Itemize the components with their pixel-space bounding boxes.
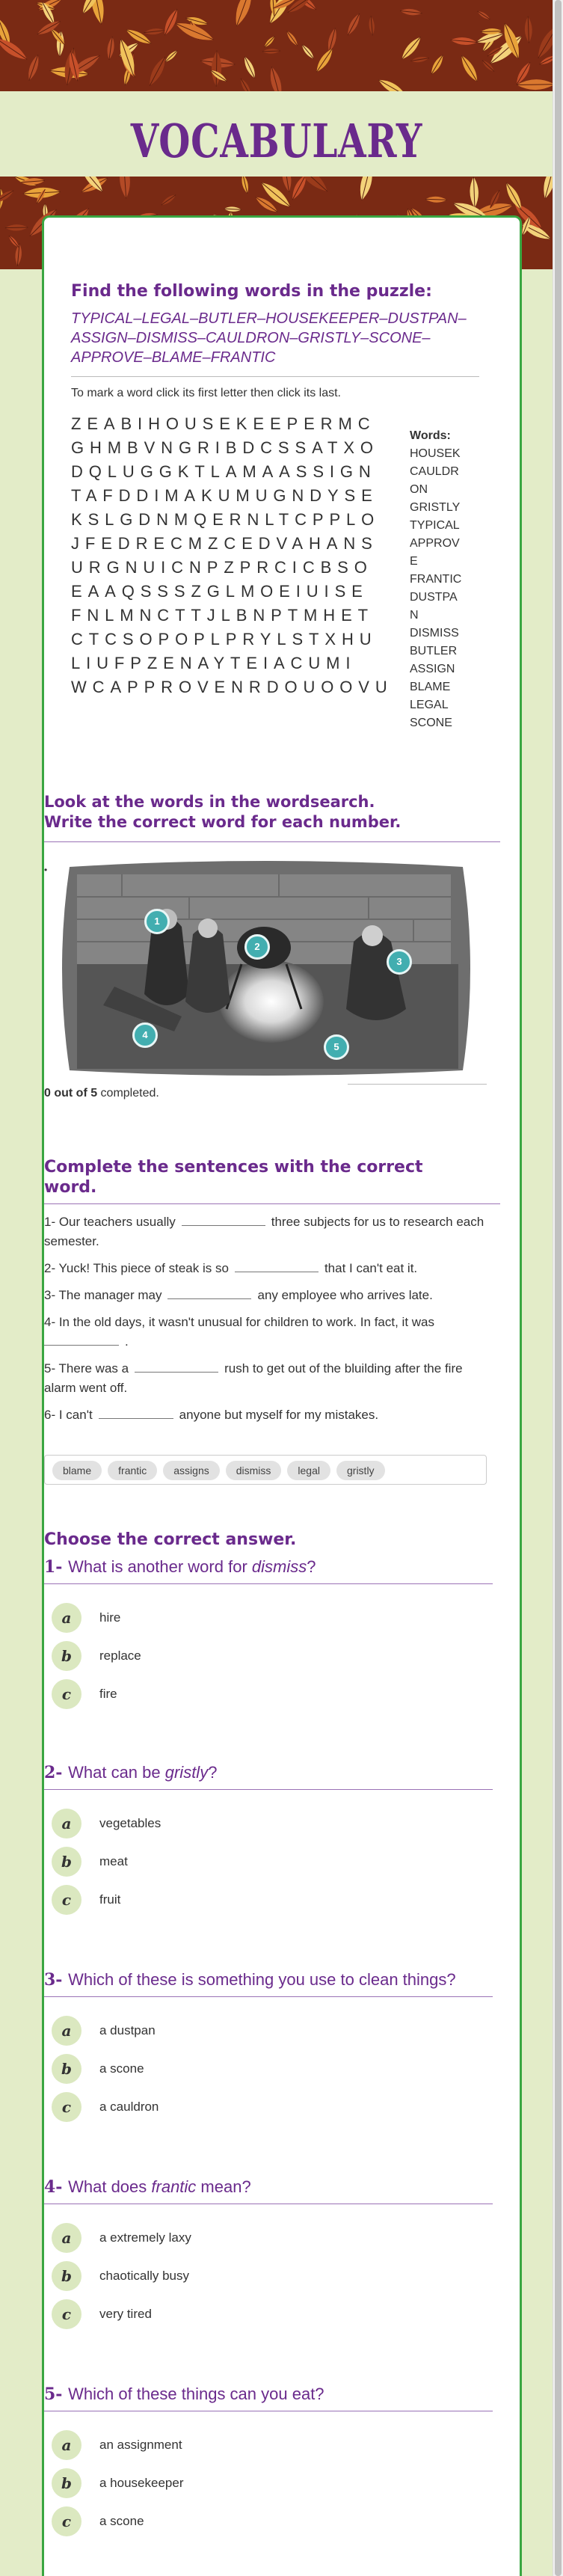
leaf-vein	[287, 31, 298, 46]
grid-row[interactable]: TAFDDIMAKUMUGNDYSE	[71, 486, 378, 505]
sentence-text: 5- There was a	[44, 1361, 129, 1376]
sentence-list	[44, 1212, 493, 1432]
option-text: a scone	[99, 2061, 144, 2076]
grid-row[interactable]: WCAPPROVENRDOUOOVU	[71, 678, 393, 696]
leaf-shape	[231, 0, 256, 28]
blank-drop-zone[interactable]	[167, 1287, 251, 1299]
sentence-text: that I can't eat it.	[324, 1261, 418, 1275]
option-letter-bubble[interactable]: c	[52, 2092, 81, 2122]
option-text: a scone	[99, 2514, 144, 2528]
word-item: APPROV	[410, 537, 460, 550]
leaf-shape	[377, 76, 408, 91]
answer-option[interactable]	[52, 2468, 500, 2498]
leaf-shape	[357, 177, 375, 201]
grid-row[interactable]: CTCSOPOPLPRYLSTXHU	[71, 630, 378, 648]
option-text: hire	[99, 1610, 121, 1625]
word-bank	[44, 1455, 487, 1485]
leaf-vein	[9, 236, 19, 247]
grid-row[interactable]: EAAQSSSZGLMOEIUISE	[71, 582, 369, 601]
divider	[44, 841, 500, 842]
question-text	[44, 1762, 493, 1783]
option-text: chaotically busy	[99, 2269, 190, 2283]
question-keyword: gristly	[164, 1763, 209, 1782]
leaf-vein	[302, 45, 314, 59]
blank-drop-zone[interactable]	[182, 1213, 265, 1226]
wordsearch-word-list	[71, 309, 467, 367]
option-letter-bubble[interactable]: c	[52, 1679, 81, 1709]
picture-quiz-image	[55, 859, 478, 1078]
hotspot-pin-3[interactable]: 3	[387, 949, 412, 975]
option-letter-bubble[interactable]: b	[52, 2468, 81, 2498]
leaf-shape	[267, 66, 284, 91]
answer-option[interactable]	[52, 1603, 500, 1633]
sentence-text: 4- In the old days, it wasn't unusual for children to work. In fact, it was	[44, 1315, 434, 1329]
word-chip[interactable]: gristly	[336, 1461, 385, 1480]
sentence-item	[44, 1212, 493, 1251]
leaf-shape	[541, 177, 553, 200]
word-item: CAULDR	[410, 465, 459, 478]
word-item: GRISTLY	[410, 501, 461, 514]
word-chip[interactable]: frantic	[108, 1461, 157, 1480]
option-letter-bubble[interactable]: b	[52, 1847, 81, 1877]
answer-option[interactable]	[52, 2299, 500, 2329]
answer-option[interactable]	[52, 1641, 500, 1671]
answer-option[interactable]	[52, 2054, 500, 2084]
option-letter-bubble[interactable]: a	[52, 1603, 81, 1633]
wordsearch-title: Find the following words in the puzzle:	[71, 282, 432, 301]
answer-underline	[348, 1084, 487, 1085]
leaf-vein	[478, 11, 490, 19]
answer-option[interactable]	[52, 2223, 500, 2253]
word-line: ASSIGN–DISMISS–CAULDRON–GRISTLY–SCONE–	[71, 330, 431, 346]
option-letter-bubble[interactable]: b	[52, 1641, 81, 1671]
scrollbar-thumb[interactable]	[555, 0, 562, 2576]
hotspot-pin-1[interactable]: 1	[144, 909, 170, 934]
progress-count: 0 out of 5	[44, 1087, 98, 1100]
option-letter-bubble[interactable]: a	[52, 2223, 81, 2253]
leaf-shape	[534, 22, 553, 61]
leaf-vein	[316, 49, 332, 72]
title-line: Write the correct word for each number.	[44, 813, 402, 831]
option-letter-bubble[interactable]: a	[52, 2016, 81, 2046]
divider	[71, 376, 479, 377]
option-text: fruit	[99, 1892, 121, 1907]
divider	[44, 1583, 493, 1584]
answer-option[interactable]	[52, 2092, 500, 2122]
option-text: a extremely laxy	[99, 2230, 191, 2245]
hotspot-pin-5[interactable]: 5	[324, 1034, 349, 1060]
hotspot-pin-2[interactable]: 2	[244, 934, 270, 960]
option-text: meat	[99, 1854, 128, 1868]
sentence-text: 6- I can't	[44, 1408, 93, 1422]
word-item: ON	[410, 483, 428, 496]
title-line: Complete the sentences with the correct	[44, 1158, 423, 1177]
word-item: DISMISS	[410, 627, 459, 640]
leaf-shape	[289, 177, 310, 202]
sentence-text: 3- The manager may	[44, 1288, 162, 1302]
question-prompt: Which of these is something you use to clean things?	[68, 1970, 456, 1989]
question-number: 3-	[44, 1970, 69, 1990]
question-text	[44, 2177, 493, 2198]
word-line: APPROVE–BLAME–FRANTIC	[71, 349, 276, 366]
grid-row[interactable]: URGNUICNPZPRCICBSO	[71, 558, 373, 577]
grid-row[interactable]: FNLMNCTTJLBNPTMHET	[71, 606, 374, 625]
picture-quiz-title	[44, 792, 493, 832]
sentence-item	[44, 1286, 493, 1305]
page-scrollbar[interactable]	[553, 0, 563, 2576]
word-item: E	[410, 555, 418, 568]
option-text: an assignment	[99, 2438, 182, 2452]
option-letter-bubble[interactable]: a	[52, 2430, 81, 2460]
grid-row[interactable]: ZEABIHOUSEKEEPERMC	[71, 414, 376, 433]
question-number: 1-	[44, 1557, 69, 1577]
title-strip	[0, 91, 553, 177]
title-line: word.	[44, 1178, 97, 1197]
sentence-text: 1- Our teachers usually	[44, 1215, 176, 1229]
word-line: TYPICAL–LEGAL–BUTLER–HOUSEKEEPER–DUSTPAN–	[71, 310, 467, 327]
sentence-text: 2- Yuck! This piece of steak is so	[44, 1261, 229, 1275]
leaf-pattern	[0, 0, 553, 91]
word-item: TYPICAL	[410, 519, 460, 532]
question-prompt: What is another word for	[68, 1557, 252, 1576]
word-item: FRANTIC	[410, 573, 462, 586]
option-letter-bubble[interactable]: c	[52, 2506, 81, 2536]
autumn-leaves-banner-top	[0, 0, 553, 91]
word-item: BLAME	[410, 681, 451, 693]
question-number: 2-	[44, 1763, 69, 1782]
question-text	[44, 1969, 493, 1990]
answer-option[interactable]	[52, 2261, 500, 2291]
option-letter-bubble[interactable]: c	[52, 2299, 81, 2329]
question-prompt: ?	[208, 1763, 218, 1782]
page-title: VOCABULARY	[130, 114, 423, 168]
leaf-vein	[265, 37, 275, 48]
leaf-vein	[461, 55, 477, 82]
blank-drop-zone[interactable]	[235, 1260, 319, 1272]
question-keyword: dismiss	[251, 1557, 307, 1576]
blank-drop-zone[interactable]	[99, 1406, 173, 1419]
question-prompt: Which of these things can you eat?	[68, 2385, 324, 2403]
words-panel	[410, 427, 470, 732]
sentences-title	[44, 1157, 493, 1197]
divider	[44, 1789, 493, 1790]
leaf-vein	[5, 227, 28, 228]
answer-option[interactable]	[52, 1679, 500, 1709]
answer-option[interactable]	[52, 2016, 500, 2046]
word-item: DUSTPA	[410, 591, 458, 604]
blank-drop-zone[interactable]	[44, 1333, 119, 1346]
progress-status	[44, 1087, 159, 1100]
word-item: HOUSEK	[410, 447, 461, 460]
answer-option[interactable]	[52, 1847, 500, 1877]
wordsearch-grid[interactable]	[71, 412, 393, 699]
question-prompt: What does	[68, 2177, 152, 2196]
word-chip[interactable]: dismiss	[226, 1461, 282, 1480]
question-prompt: What can be	[68, 1763, 165, 1782]
option-text: a dustpan	[99, 2023, 156, 2037]
grid-row[interactable]: JFEDRECMZCEDVAHANS	[71, 534, 378, 553]
leaf-vein	[165, 51, 177, 62]
grid-row[interactable]: LIUFPZENAYTEIACUMI	[71, 654, 357, 672]
divider	[44, 1996, 493, 1997]
blank-drop-zone[interactable]	[135, 1360, 218, 1373]
question-block	[44, 2384, 500, 2563]
answer-option[interactable]	[52, 2430, 500, 2460]
answer-option[interactable]	[52, 2506, 500, 2536]
sentence-item	[44, 1405, 493, 1425]
option-letter-bubble[interactable]: a	[52, 1809, 81, 1839]
question-prompt: ?	[307, 1557, 316, 1576]
sentence-text: anyone but myself for my mistakes.	[179, 1408, 379, 1422]
option-text: a housekeeper	[99, 2476, 184, 2490]
caret-mark: •	[44, 865, 48, 875]
question-block	[44, 1969, 500, 2149]
word-item: LEGAL	[410, 699, 449, 711]
question-block	[44, 2177, 500, 2356]
question-number: 5-	[44, 2385, 69, 2404]
leaf-vein	[150, 57, 165, 86]
question-keyword: frantic	[151, 2177, 197, 2196]
answer-option[interactable]	[52, 1885, 500, 1915]
question-block	[44, 1557, 500, 1736]
option-letter-bubble[interactable]: b	[52, 2261, 81, 2291]
leaf-vein	[161, 194, 176, 205]
word-item: SCONE	[410, 717, 452, 729]
question-block	[44, 1762, 500, 1942]
progress-suffix: completed.	[97, 1087, 159, 1100]
sentence-text: any employee who arrives late.	[257, 1288, 433, 1302]
option-text: vegetables	[99, 1816, 161, 1830]
grid-row[interactable]: KSLGDNMQERNLTCPPLO	[71, 510, 381, 529]
words-label: Words:	[410, 429, 451, 442]
grid-row[interactable]: GHMBVNGRIBDCSSATXO	[71, 438, 379, 457]
words-items	[410, 445, 470, 732]
sentence-text: rush to get out of the bluilding after the fire alarm went off.	[44, 1361, 463, 1395]
option-letter-bubble[interactable]: c	[52, 1885, 81, 1915]
option-text: very tired	[99, 2307, 152, 2321]
sentence-item	[44, 1313, 493, 1352]
word-item: ASSIGN	[410, 663, 455, 675]
sentence-item	[44, 1359, 493, 1398]
option-text: fire	[99, 1687, 117, 1701]
witch-cauldron-illustration	[55, 859, 478, 1078]
sentence-text: three subjects for us to research each semester.	[44, 1215, 484, 1248]
answer-option[interactable]	[52, 1809, 500, 1839]
option-letter-bubble[interactable]: b	[52, 2054, 81, 2084]
leaf-vein	[402, 37, 420, 59]
question-text	[44, 1557, 493, 1577]
question-text	[44, 2384, 493, 2405]
divider	[44, 1203, 500, 1204]
grid-row[interactable]: DQLUGGKTLAMAASSIGN	[71, 462, 377, 481]
leaf-shape	[239, 77, 253, 91]
option-text: replace	[99, 1649, 141, 1663]
word-chip[interactable]: blame	[52, 1461, 102, 1480]
question-number: 4-	[44, 2177, 69, 2197]
leaf-vein	[431, 55, 443, 74]
wordsearch-instruction: To mark a word click its first letter then click its last.	[71, 387, 341, 399]
hotspot-pin-4[interactable]: 4	[132, 1022, 158, 1048]
title-line: Look at the words in the wordsearch.	[44, 793, 375, 811]
mcq-title: Choose the correct answer.	[44, 1530, 297, 1549]
leaf-vein	[348, 13, 359, 35]
word-item: N	[410, 609, 419, 622]
sentence-text: .	[125, 1334, 129, 1349]
worksheet-card	[42, 215, 522, 2576]
word-item: BUTLER	[410, 645, 458, 657]
sentence-item	[44, 1259, 493, 1278]
word-chip[interactable]: legal	[287, 1461, 330, 1480]
option-text: a cauldron	[99, 2100, 159, 2114]
question-prompt: mean?	[196, 2177, 251, 2196]
word-chip[interactable]: assigns	[163, 1461, 219, 1480]
